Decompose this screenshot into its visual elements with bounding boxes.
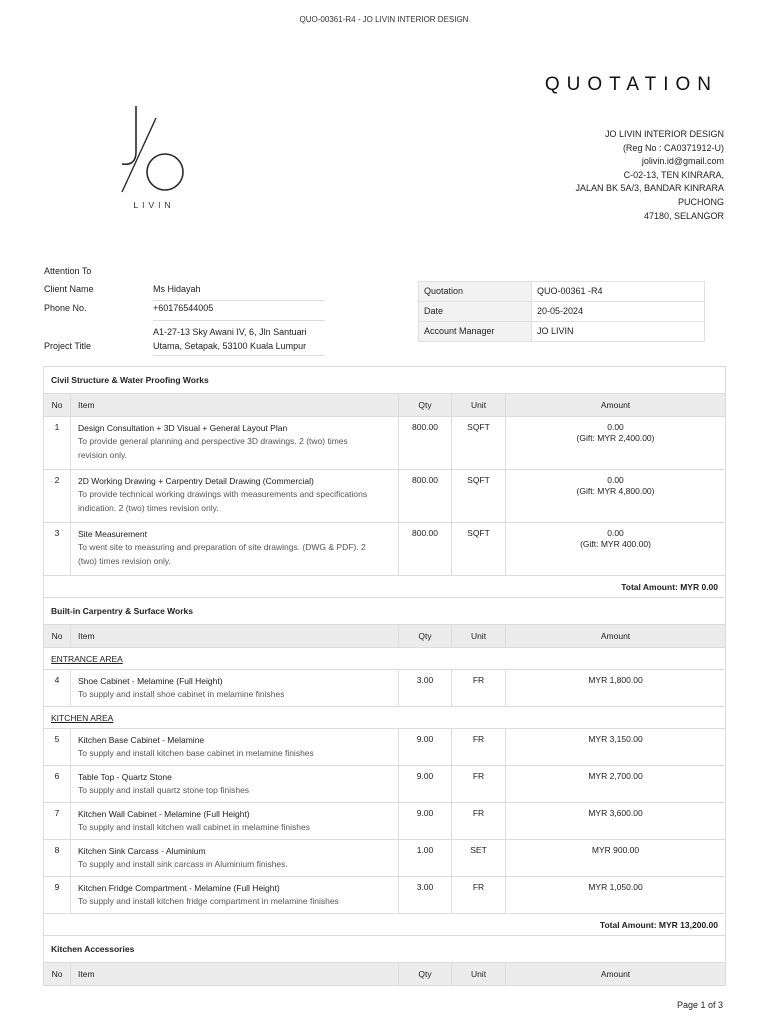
area-row [44, 707, 726, 729]
document-title: QUOTATION [544, 74, 718, 95]
item-unit: SQFT [452, 470, 506, 523]
item-no: 8 [44, 840, 71, 877]
item-gift: (Gift: MYR 400.00) [580, 539, 651, 549]
item-amount: MYR 3,600.00 [506, 803, 726, 840]
item-desc-line-2: (two) times revision only. [78, 555, 171, 566]
client-name-label: Client Name [44, 284, 94, 294]
phone-row [44, 303, 325, 321]
item-gift: (Gift: MYR 4,800.00) [576, 486, 655, 496]
col-unit: Unit [452, 394, 506, 417]
table-header [44, 394, 726, 417]
item-desc-line-1: To provide general planning and perspective 3D drawings. 2 (two) times [78, 436, 348, 446]
item-name: Shoe Cabinet - Melamine (Full Height) [78, 676, 223, 686]
company-address-1: C-02-13, TEN KINRARA, [623, 169, 724, 180]
item-desc: To supply and install shoe cabinet in melamine finishes [78, 689, 285, 699]
item-unit: FR [452, 729, 506, 766]
area-title: KITCHEN AREA [51, 712, 114, 723]
items-table-container [43, 366, 725, 986]
quotation-value: QUO-00361 -R4 [531, 282, 704, 301]
section-total-row [44, 576, 726, 598]
area-title: ENTRANCE AREA [51, 653, 123, 664]
quotation-info-box [418, 281, 705, 342]
col-item: Item [71, 963, 399, 986]
col-no: No [44, 625, 71, 648]
attention-heading: Attention To [44, 266, 92, 276]
date-label: Date [419, 302, 531, 321]
company-address-4: 47180, SELANGOR [643, 210, 724, 221]
logo-text: LIVIN [133, 200, 175, 210]
item-cell [71, 470, 399, 523]
table-row [44, 729, 726, 766]
date-value: 20-05-2024 [531, 302, 704, 321]
item-qty: 9.00 [399, 766, 452, 803]
item-unit: SQFT [452, 523, 506, 576]
item-unit: SQFT [452, 417, 506, 470]
project-line-1: A1-27-13 Sky Awani IV, 6, Jln Santuari [153, 327, 307, 337]
company-name: JO LIVIN INTERIOR DESIGN [604, 129, 724, 139]
table-header [44, 963, 726, 986]
company-email: jolivin.id@gmail.com [641, 156, 724, 167]
item-desc-line-1: To provide technical working drawings with measurements and specifications [78, 489, 368, 499]
item-amount [506, 417, 726, 470]
date-row [419, 302, 704, 322]
table-row [44, 803, 726, 840]
company-address-2: JALAN BK 5A/3, BANDAR KINRARA [575, 183, 724, 194]
item-no: 9 [44, 877, 71, 914]
col-amount: Amount [506, 625, 726, 648]
quotation-label: Quotation [419, 282, 531, 301]
item-amount-value: 0.00 [607, 528, 624, 538]
item-qty: 800.00 [399, 523, 452, 576]
col-qty: Qty [399, 625, 452, 648]
project-title-label: Project Title [44, 341, 92, 351]
company-reg: (Reg No : CA0371912-U) [622, 142, 724, 153]
section-total: Total Amount: MYR 13,200.00 [44, 914, 726, 936]
item-unit: FR [452, 877, 506, 914]
item-gift: (Gift: MYR 2,400.00) [576, 433, 655, 443]
item-cell [71, 877, 399, 914]
document-header: QUO-00361-R4 - JO LIVIN INTERIOR DESIGN [299, 15, 469, 24]
phone-value: +60176544005 [153, 303, 325, 321]
col-no: No [44, 963, 71, 986]
col-unit: Unit [452, 625, 506, 648]
item-desc: To supply and install kitchen base cabinet in melamine finishes [78, 748, 314, 758]
account-manager-label: Account Manager [419, 322, 531, 341]
item-desc [78, 541, 391, 568]
project-row [44, 326, 325, 356]
item-qty: 800.00 [399, 470, 452, 523]
item-cell [71, 840, 399, 877]
section-header [44, 598, 726, 625]
page-number: Page 1 of 3 [676, 1000, 723, 1010]
account-manager-value: JO LIVIN [531, 322, 704, 341]
item-no: 7 [44, 803, 71, 840]
item-unit: FR [452, 670, 506, 707]
item-qty: 9.00 [399, 803, 452, 840]
item-desc-line-2: revision only. [78, 449, 127, 460]
item-no: 5 [44, 729, 71, 766]
section-title: Kitchen Accessories [44, 936, 726, 963]
item-name: Design Consultation + 3D Visual + General Layout Plan [78, 423, 288, 433]
section-total: Total Amount: MYR 0.00 [44, 576, 726, 598]
col-item: Item [71, 394, 399, 417]
item-amount-value: 0.00 [607, 475, 624, 485]
item-amount [506, 523, 726, 576]
item-no: 1 [44, 417, 71, 470]
col-amount: Amount [506, 963, 726, 986]
item-name: Kitchen Wall Cabinet - Melamine (Full Height) [78, 809, 250, 819]
item-amount: MYR 2,700.00 [506, 766, 726, 803]
item-amount: MYR 900.00 [506, 840, 726, 877]
item-amount-value: 0.00 [607, 422, 624, 432]
area-cell [44, 707, 726, 729]
col-no: No [44, 394, 71, 417]
table-row [44, 877, 726, 914]
table-row [44, 840, 726, 877]
item-no: 6 [44, 766, 71, 803]
phone-label: Phone No. [44, 303, 87, 313]
item-unit: FR [452, 803, 506, 840]
company-address-3: PUCHONG [677, 196, 724, 207]
section-total-row [44, 914, 726, 936]
section-title: Civil Structure & Water Proofing Works [44, 367, 726, 394]
item-no: 3 [44, 523, 71, 576]
item-desc-line-2: indication. 2 (two) times revision only. [78, 502, 219, 513]
item-desc: To supply and install kitchen fridge compartment in melamine finishes [78, 896, 339, 906]
project-title-value [153, 326, 325, 356]
item-name: Kitchen Fridge Compartment - Melamine (Full Height) [78, 883, 280, 893]
table-row [44, 470, 726, 523]
item-cell [71, 729, 399, 766]
company-info [575, 128, 724, 223]
item-qty: 9.00 [399, 729, 452, 766]
items-table [43, 366, 726, 986]
table-row [44, 766, 726, 803]
item-cell [71, 803, 399, 840]
col-qty: Qty [399, 963, 452, 986]
item-no: 2 [44, 470, 71, 523]
item-amount: MYR 1,050.00 [506, 877, 726, 914]
col-amount: Amount [506, 394, 726, 417]
section-title: Built-in Carpentry & Surface Works [44, 598, 726, 625]
item-desc: To supply and install kitchen wall cabinet in melamine finishes [78, 822, 310, 832]
item-cell [71, 766, 399, 803]
item-amount: MYR 3,150.00 [506, 729, 726, 766]
table-header [44, 625, 726, 648]
item-amount [506, 470, 726, 523]
item-desc: To supply and install quartz stone top finishes [78, 785, 250, 795]
item-qty: 1.00 [399, 840, 452, 877]
account-manager-row [419, 322, 704, 342]
item-name: Table Top - Quartz Stone [78, 772, 172, 782]
item-name: 2D Working Drawing + Carpentry Detail Drawing (Commercial) [78, 476, 314, 486]
item-cell [71, 670, 399, 707]
item-cell [71, 523, 399, 576]
item-unit: SET [452, 840, 506, 877]
table-row [44, 417, 726, 470]
item-qty: 800.00 [399, 417, 452, 470]
col-unit: Unit [452, 963, 506, 986]
area-row [44, 648, 726, 670]
item-amount: MYR 1,800.00 [506, 670, 726, 707]
table-row [44, 523, 726, 576]
item-name: Kitchen Sink Carcass - Aluminium [78, 846, 206, 856]
area-cell [44, 648, 726, 670]
item-qty: 3.00 [399, 670, 452, 707]
table-row [44, 670, 726, 707]
item-desc [78, 435, 391, 462]
col-item: Item [71, 625, 399, 648]
section-header [44, 367, 726, 394]
item-desc-line-1: To went site to measuring and preparation of site drawings. (DWG & PDF). 2 [78, 542, 366, 552]
item-cell [71, 417, 399, 470]
item-desc [78, 488, 391, 515]
item-name: Site Measurement [78, 529, 147, 539]
item-qty: 3.00 [399, 877, 452, 914]
project-line-2: Utama, Setapak, 53100 Kuala Lumpur [153, 340, 307, 351]
jo-livin-logo-icon [118, 100, 190, 215]
client-name-value: Ms Hidayah [153, 284, 325, 301]
quotation-row [419, 282, 704, 302]
col-qty: Qty [399, 394, 452, 417]
client-name-row [44, 284, 325, 301]
item-name: Kitchen Base Cabinet - Melamine [78, 735, 205, 745]
section-header [44, 936, 726, 963]
item-desc: To supply and install sink carcass in Aluminium finishes. [78, 859, 288, 869]
item-no: 4 [44, 670, 71, 707]
item-unit: FR [452, 766, 506, 803]
